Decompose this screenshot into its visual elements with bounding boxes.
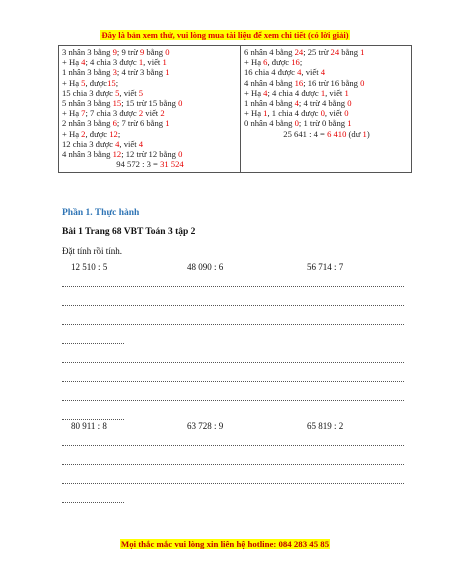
result-number: 4: [320, 67, 326, 78]
instruction-text: Đặt tính rồi tính.: [62, 246, 122, 256]
result-number: 24: [330, 47, 340, 57]
step-text: , viết: [325, 87, 345, 98]
step-text: ; 7 chia 3 được: [85, 108, 139, 119]
result-number: 3: [112, 67, 117, 78]
answer-line[interactable]: [62, 304, 404, 306]
hotline-text: Mọi thắc mắc vui lòng xin liên hệ hotline: 084 283 45 85: [120, 539, 330, 549]
result-number: 0: [178, 149, 183, 160]
step-text: + Hạ: [62, 128, 82, 139]
result-number: 2: [81, 128, 86, 139]
result-number: 12: [112, 149, 122, 160]
step-text: , được: [85, 128, 110, 139]
solution-step-line: [62, 118, 238, 128]
solution-step-line: [62, 47, 238, 57]
solution-step-line: [62, 139, 238, 149]
step-text: + Hạ: [62, 57, 82, 68]
answer-line[interactable]: [62, 463, 404, 465]
result-number: 5: [138, 87, 144, 98]
section-heading: Phần 1. Thực hành: [62, 208, 140, 218]
result-number: 15: [107, 77, 116, 88]
result-number: 12: [109, 128, 118, 139]
division-problem: 80 911 : 8: [71, 421, 107, 431]
step-text: 2 nhân 3 bằng: [62, 118, 113, 129]
result-number: 6 410: [327, 128, 347, 139]
division-problem: 65 819 : 2: [307, 421, 344, 431]
result-number: 31 524: [160, 159, 184, 170]
step-text: ; 4 chia 3 được: [85, 57, 139, 68]
result-number: 4: [294, 98, 299, 109]
step-text: , viết: [119, 87, 139, 98]
answer-line[interactable]: [62, 399, 404, 401]
problem-row: [62, 262, 412, 273]
division-problem: 56 714 : 7: [307, 262, 344, 272]
preview-notice-banner: [0, 30, 450, 40]
answer-line[interactable]: [62, 323, 404, 325]
exercise-heading: Bài 1 Trang 68 VBT Toán 3 tập 2: [62, 227, 196, 237]
preview-notice-text: Đây là bản xem thử, vui lòng mua tài liệu để xem chi tiết (có lời giải): [101, 30, 349, 40]
step-text: 6 nhân 4 bằng: [244, 47, 295, 57]
result-number: 1: [320, 87, 326, 98]
answer-line[interactable]: [62, 285, 404, 287]
step-text: ; 1 trừ 0 bằng: [298, 118, 348, 129]
result-number: 4: [115, 138, 120, 149]
step-text: ; 25 trừ: [303, 47, 331, 57]
step-text: , viết: [119, 138, 139, 149]
solution-step-line: [62, 108, 238, 118]
solution-step-line: [244, 98, 409, 108]
step-text: ; 4 chia 4 được: [267, 87, 321, 98]
solution-step-line: [244, 129, 409, 139]
step-text: ; 4 trừ 4 bằng: [298, 98, 348, 109]
step-text: viết: [143, 108, 161, 119]
result-number: 1: [165, 67, 170, 78]
step-text: ;: [115, 77, 119, 88]
solution-step-line: [244, 57, 409, 67]
solution-step-line: [244, 108, 409, 118]
result-number: 6: [263, 57, 268, 68]
problem-row: [62, 421, 412, 432]
answer-line[interactable]: [62, 361, 404, 363]
result-number: 1: [162, 57, 167, 68]
step-text: 25 641 : 4 =: [283, 128, 328, 139]
result-number: 2: [138, 108, 144, 119]
division-problem: 48 090 : 6: [187, 262, 224, 272]
result-number: 7: [81, 108, 86, 119]
solution-step-line: [62, 57, 238, 67]
result-number: 1: [138, 57, 144, 68]
step-text: ; 12 trừ 12 bằng: [121, 149, 179, 160]
result-number: 15: [112, 98, 122, 109]
step-text: bằng: [144, 47, 166, 57]
result-number: 9: [139, 47, 145, 57]
step-text: 4 nhân 4 bằng: [244, 77, 295, 88]
solution-step-line: [244, 78, 409, 88]
solution-step-line: [62, 129, 238, 139]
step-text: ; 9 trừ: [116, 47, 140, 57]
result-number: 24: [294, 47, 304, 57]
step-text: , viết: [324, 108, 345, 119]
result-number: 9: [112, 47, 117, 57]
result-number: 5: [115, 87, 120, 98]
step-text: 1 nhân 3 bằng: [62, 67, 113, 78]
step-text: ; 7 trừ 6 bằng: [116, 118, 166, 129]
step-text: ; 4 trừ 3 bằng: [116, 67, 166, 78]
result-number: 1: [165, 118, 170, 129]
solution-step-line: [62, 67, 238, 77]
step-text: 12 chia 3 được: [62, 138, 116, 149]
step-text: + Hạ: [244, 57, 264, 68]
step-text: 4 nhân 3 bằng: [62, 149, 113, 160]
result-number: 0: [344, 108, 349, 119]
solution-step-line: [62, 98, 238, 108]
division-problem: 12 510 : 5: [71, 262, 108, 272]
solution-column-right: [241, 46, 412, 173]
step-text: 16 chia 4 được: [244, 67, 298, 78]
solution-step-line: [62, 149, 238, 159]
answer-line[interactable]: [62, 482, 404, 484]
step-text: , viết: [143, 57, 163, 68]
result-number: 1: [347, 118, 352, 129]
result-number: 1: [263, 108, 268, 119]
answer-line[interactable]: [62, 380, 404, 382]
step-text: + Hạ: [62, 77, 82, 88]
step-text: ; 16 trừ 16 bằng: [303, 77, 361, 88]
step-text: ;: [117, 128, 121, 139]
answer-line[interactable]: [62, 418, 124, 420]
step-text: , được: [267, 57, 292, 68]
step-text: 0 nhân 4 bằng: [244, 118, 295, 129]
result-number: 0: [178, 98, 183, 109]
solution-step-line: [62, 88, 238, 98]
step-text: 3 nhân 3 bằng: [62, 47, 113, 57]
answer-line[interactable]: [62, 444, 404, 446]
result-number: 16: [294, 77, 304, 88]
step-text: ; 15 trừ 15 bằng: [121, 98, 179, 109]
answer-line[interactable]: [62, 501, 124, 503]
result-number: 4: [138, 138, 144, 149]
solution-step-line: [244, 67, 409, 77]
solution-step-line: [62, 78, 238, 88]
step-text: 94 572 : 3 =: [116, 159, 161, 170]
step-text: + Hạ: [244, 108, 264, 119]
result-number: 0: [165, 47, 170, 57]
result-number: 4: [81, 57, 86, 68]
solution-step-line: [244, 118, 409, 128]
result-number: 0: [294, 118, 299, 129]
step-text: , viết: [301, 67, 321, 78]
result-number: 1: [360, 47, 365, 57]
step-text: , được: [85, 77, 108, 88]
step-text: 15 chia 3 được: [62, 87, 116, 98]
result-number: 1: [344, 87, 349, 98]
division-problem: 63 728 : 9: [187, 421, 224, 431]
solution-step-line: [244, 88, 409, 98]
hotline-banner: [0, 539, 450, 549]
step-text: + Hạ: [62, 108, 82, 119]
worked-solution-table: [58, 45, 412, 173]
result-number: 2: [160, 108, 165, 119]
step-text: ;: [299, 57, 303, 68]
result-number: 0: [320, 108, 325, 119]
step-text: (dư: [346, 128, 363, 139]
step-text: ): [366, 128, 370, 139]
result-number: 1: [362, 128, 367, 139]
solution-column-left: [59, 46, 241, 173]
step-text: 1 nhân 4 bằng: [244, 98, 295, 109]
result-number: 4: [297, 67, 302, 78]
step-text: + Hạ: [244, 87, 264, 98]
step-text: bằng: [339, 47, 361, 57]
answer-line[interactable]: [62, 342, 124, 344]
solution-step-line: [244, 47, 409, 57]
solution-step-line: [62, 159, 238, 169]
step-text: 5 nhân 3 bằng: [62, 98, 113, 109]
result-number: 5: [81, 77, 86, 88]
result-number: 4: [263, 87, 268, 98]
result-number: 0: [360, 77, 365, 88]
result-number: 0: [347, 98, 352, 109]
result-number: 16: [291, 57, 300, 68]
step-text: , 1 chia 4 được: [267, 108, 321, 119]
result-number: 6: [112, 118, 117, 129]
